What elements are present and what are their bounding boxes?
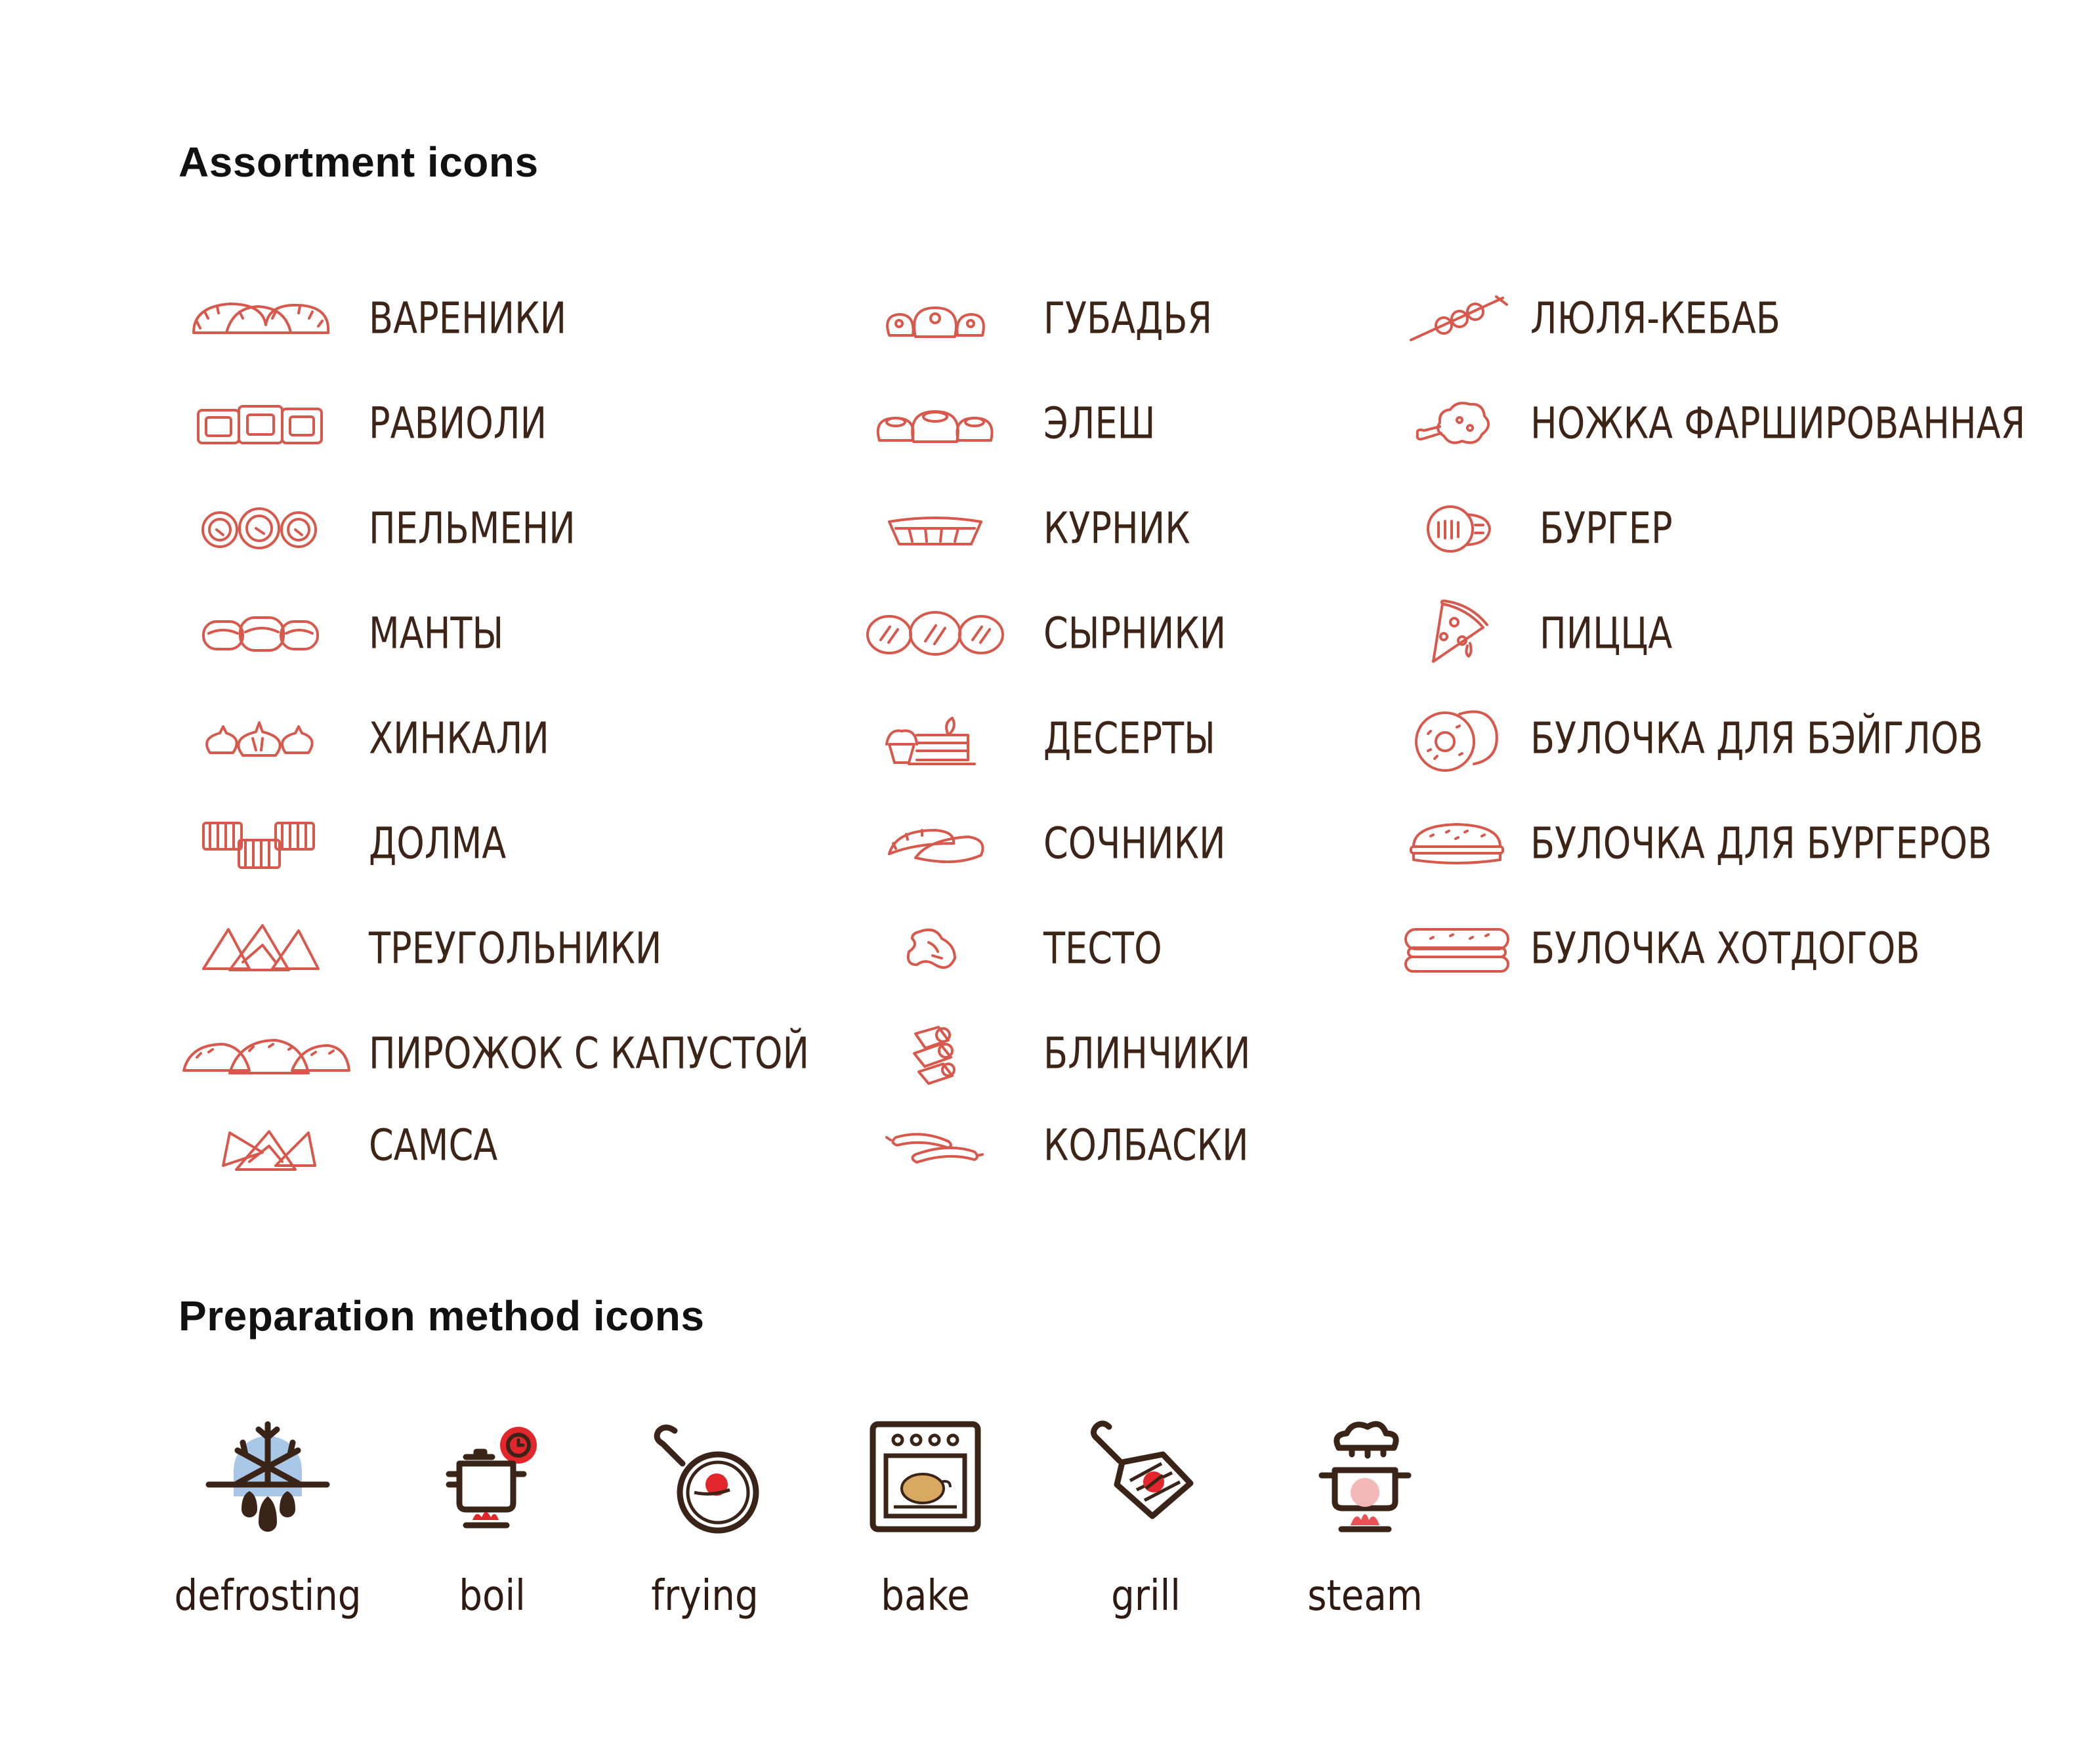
prep-label: bake <box>881 1572 970 1620</box>
prep-label: boil <box>459 1572 526 1620</box>
assortment-item <box>1385 804 2041 883</box>
sausages-icon <box>853 1112 1017 1178</box>
stuffed-leg-icon <box>1385 391 1529 456</box>
manty-icon <box>177 601 341 666</box>
item-label: САМСА <box>369 1120 498 1171</box>
pizza-icon <box>1385 594 1529 673</box>
assortment-item <box>1385 699 2041 778</box>
assortment-item <box>853 1014 1312 1093</box>
assortment-item <box>1385 384 2041 463</box>
item-label: ТЕСТО <box>1043 923 1162 974</box>
prep-method-frying <box>620 1411 790 1660</box>
burger-icon <box>1385 496 1529 561</box>
prep-method-steam <box>1280 1411 1450 1660</box>
prep-label: frying <box>651 1572 759 1620</box>
desserts-icon <box>853 702 1017 774</box>
assortment-item <box>177 699 768 778</box>
assortment-item <box>853 384 1312 463</box>
item-label: ВАРЕНИКИ <box>369 293 567 344</box>
snowflake-drops-icon <box>202 1411 333 1542</box>
preparation-section-title: Preparation method icons <box>178 1292 705 1340</box>
item-label: ДЕСЕРТЫ <box>1043 713 1215 764</box>
assortment-item <box>177 1014 833 1093</box>
blinchiki-icon <box>853 1021 1017 1086</box>
item-label: ЭЛЕШ <box>1043 398 1156 449</box>
item-label: ХИНКАЛИ <box>369 713 549 764</box>
item-label: ПИЦЦА <box>1540 608 1673 659</box>
gubadia-icon <box>853 285 1017 351</box>
prep-label: steam <box>1307 1572 1423 1620</box>
item-label: БУЛОЧКА ДЛЯ БУРГЕРОВ <box>1530 818 1992 869</box>
prep-method-bake <box>840 1411 1011 1660</box>
assortment-item <box>177 489 768 568</box>
assortment-item <box>177 279 768 358</box>
assortment-item <box>853 279 1312 358</box>
item-label: БУРГЕР <box>1540 503 1673 554</box>
assortment-item <box>853 699 1312 778</box>
item-label: ДОЛМА <box>369 818 507 869</box>
assortment-item <box>1385 279 2041 358</box>
prep-label: defrosting <box>174 1572 362 1620</box>
item-label: БЛИНЧИКИ <box>1043 1028 1251 1079</box>
item-label: БУЛОЧКА ДЛЯ БЭЙГЛОВ <box>1530 713 1983 764</box>
sochniki-icon <box>853 811 1017 876</box>
item-label: ТРЕУГОЛЬНИКИ <box>369 923 662 974</box>
ravioli-icon <box>177 391 341 456</box>
assortment-section-title: Assortment icons <box>178 138 539 186</box>
item-label: КУРНИК <box>1043 503 1190 554</box>
item-label: НОЖКА ФАРШИРОВАННАЯ <box>1530 398 2026 449</box>
assortment-item <box>1385 489 2041 568</box>
steamer-icon <box>1299 1411 1431 1542</box>
prep-label: grill <box>1111 1572 1181 1620</box>
assortment-item <box>1385 909 2041 988</box>
pirozhok-icon <box>177 1021 354 1086</box>
item-label: СОЧНИКИ <box>1043 818 1226 869</box>
triangles-icon <box>177 916 341 981</box>
assortment-item <box>177 594 768 673</box>
item-label: КОЛБАСКИ <box>1043 1120 1249 1171</box>
grill-pan-icon <box>1080 1411 1211 1542</box>
dough-icon <box>853 916 1017 981</box>
item-label: ЛЮЛЯ-КЕБАБ <box>1530 293 1780 344</box>
frying-pan-icon <box>639 1411 770 1542</box>
assortment-item <box>853 489 1312 568</box>
assortment-item <box>853 909 1312 988</box>
kurnik-icon <box>853 496 1017 561</box>
item-label: МАНТЫ <box>369 608 504 659</box>
assortment-item <box>177 909 768 988</box>
assortment-item <box>177 1106 768 1185</box>
dolma-icon <box>177 811 341 876</box>
item-label: СЫРНИКИ <box>1043 608 1227 659</box>
samsa-icon <box>177 1112 341 1178</box>
oven-icon <box>860 1411 991 1542</box>
elesh-icon <box>853 391 1017 456</box>
assortment-item <box>853 594 1312 673</box>
item-label: ПЕЛЬМЕНИ <box>369 503 576 554</box>
prep-method-boil <box>407 1411 578 1660</box>
assortment-item <box>853 1106 1312 1185</box>
prep-method-defrosting <box>174 1411 362 1660</box>
burger-bun-icon <box>1385 811 1529 876</box>
assortment-item <box>177 384 768 463</box>
item-label: ГУБАДЬЯ <box>1043 293 1213 344</box>
pot-timer-icon <box>427 1411 558 1542</box>
kebab-icon <box>1385 285 1529 351</box>
syrniki-icon <box>853 601 1017 666</box>
item-label: БУЛОЧКА ХОТДОГОВ <box>1530 923 1920 974</box>
vareniki-icon <box>177 285 341 351</box>
bagel-bun-icon <box>1385 696 1529 781</box>
hotdog-bun-icon <box>1385 916 1529 981</box>
assortment-item <box>177 804 768 883</box>
item-label: РАВИОЛИ <box>369 398 547 449</box>
assortment-item <box>1385 594 2041 673</box>
pelmeni-icon <box>177 496 341 561</box>
prep-method-grill <box>1060 1411 1231 1660</box>
item-label: ПИРОЖОК С КАПУСТОЙ <box>369 1028 809 1079</box>
khinkali-icon <box>177 706 341 771</box>
assortment-item <box>853 804 1312 883</box>
